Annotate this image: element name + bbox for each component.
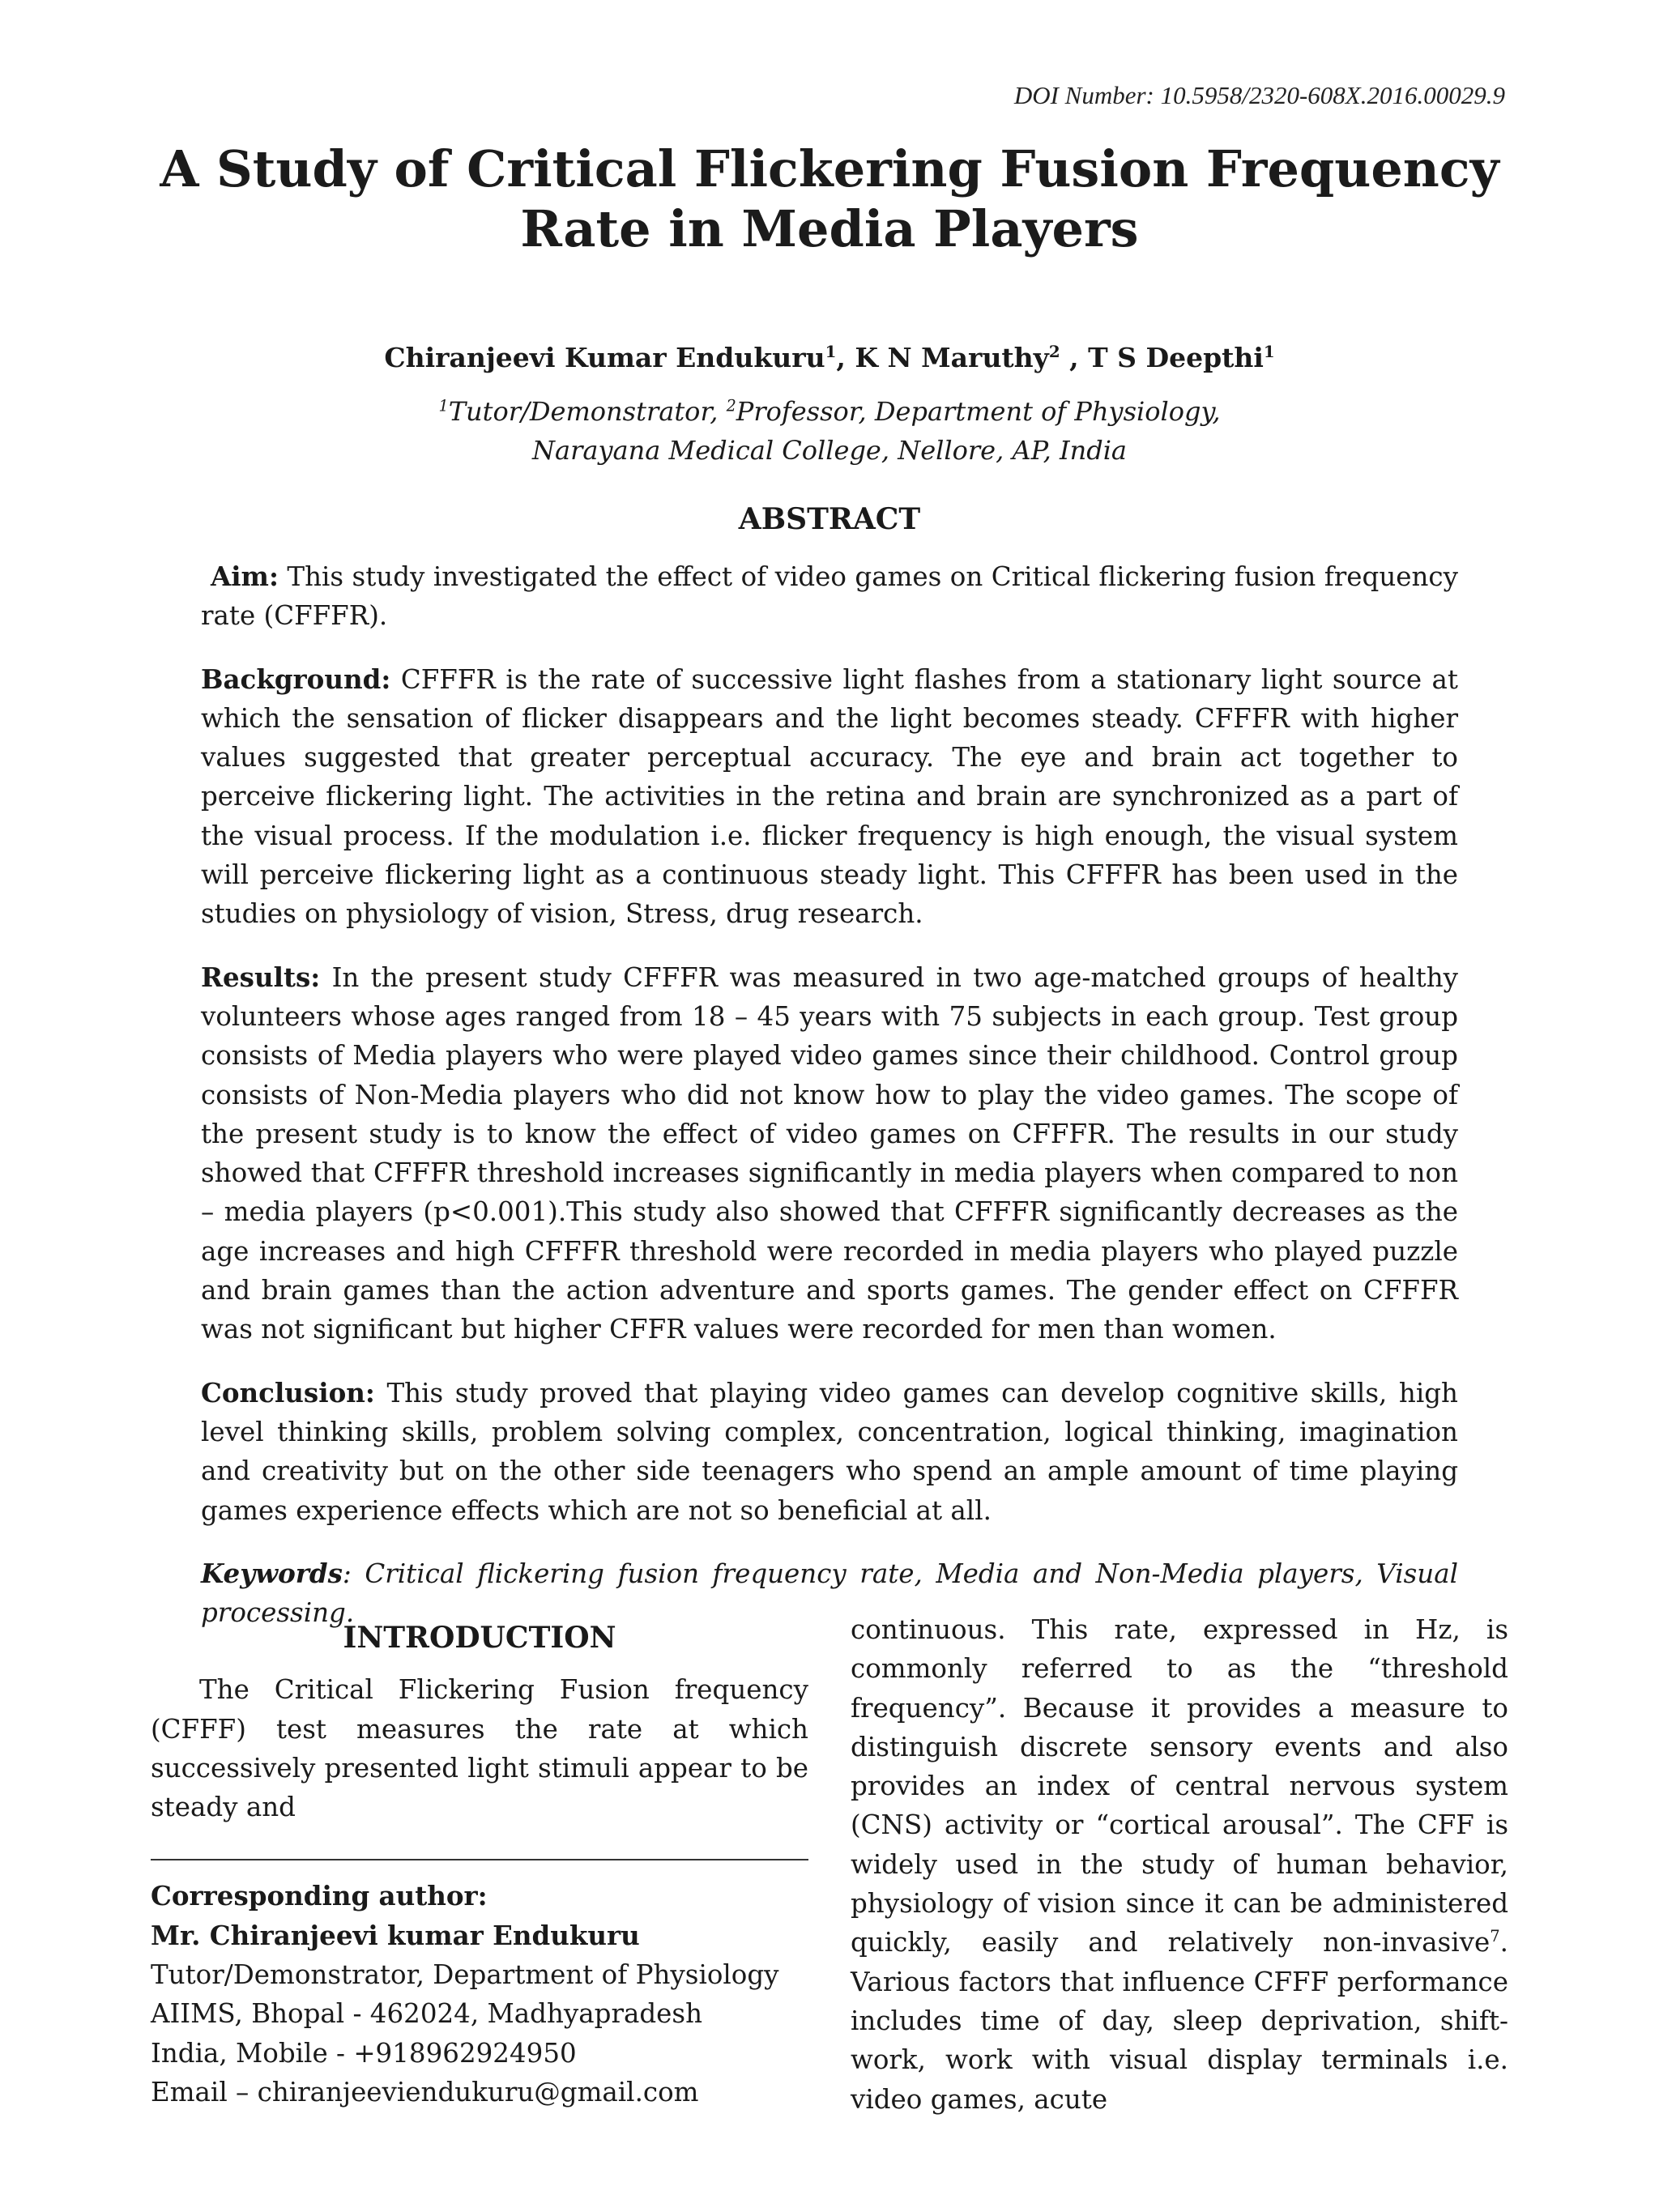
affil-sup-2: 2 [726,396,736,416]
aim-label: Aim: [211,560,279,592]
background-text: CFFFR is the rate of successive light flashes from a stationary light source at which the sensation of flicker disappears and the light becomes steady. CFFFR with higher values suggested that greater perceptual accuracy. The eye and brain act together to perceive flickering light. The activities in the retina and brain are synchronized as a part of the visual process. If the modulation i.e. flicker frequency is high enough, the visual system will perceive flickering light as a continuous steady light. This CFFFR has been used in the studies on physiology of vision, Stress, drug research. [201,663,1458,930]
left-column [151,1618,808,2112]
abstract-conclusion [201,1374,1458,1530]
author-list [146,340,1513,376]
corresponding-line-3: India, Mobile - +918962924950 [151,2037,577,2069]
corresponding-email: Email – chiranjeeviendukuru@gmail.com [151,2076,699,2108]
corresponding-line-1: Tutor/Demonstrator, Department of Physiology [151,1959,779,1991]
keywords-label: Keywords [201,1557,343,1589]
affil-role-1: Tutor/Demonstrator, [448,396,727,427]
author-1: Chiranjeevi Kumar Endukuru [384,342,825,373]
affiliation [146,392,1513,470]
results-text: In the present study CFFFR was measured in two age-matched groups of healthy volunteers whose ages ranged from 18 – 45 years with 75 subjects in each group. Test group consists of Media players who were played video games since their childhood. Control group consists of Non-Media players who did not know how to play the video games. The scope of the present study is to know the effect of video games on CFFFR. The results in our study showed that CFFFR threshold increases significantly in media players when compared to non – media players (p<0.001).This study also showed that CFFFR significantly decreases as the age increases and high CFFFR threshold were recorded in media players who played puzzle and brain games than the action adventure and sports games. The gender effect on CFFFR was not significant but higher CFFR values were recorded for men than women. [201,961,1458,1345]
right-column [851,1610,1508,2119]
introduction-paragraph: The Critical Flickering Fusion frequency (CFFF) test measures the rate at which successively presented light stimuli appear to be steady and [151,1674,808,1823]
reference-sup: 7 [1490,1927,1500,1946]
affiliation-line-1 [146,392,1513,431]
author-1-sup: 1 [825,342,837,361]
author-2: , K N Maruthy [836,342,1049,373]
abstract-results [201,958,1458,1349]
introduction-heading: INTRODUCTION [343,1621,616,1655]
author-2-sup: 2 [1048,342,1060,361]
abstract-heading: ABSTRACT [738,502,921,536]
corresponding-author-block [151,1877,808,2112]
author-3: , T S Deepthi [1060,342,1264,373]
title-line-1: A Study of Critical Flickering Fusion Frequency [160,139,1499,198]
title-line-2: Rate in Media Players [520,199,1139,258]
right-column-paragraph [851,1610,1508,2119]
abstract-background [201,660,1458,934]
aim-text: This study investigated the effect of video games on Critical flickering fusion frequency rate (CFFFR). [201,561,1458,632]
affil-role-2: Professor, Department of Physiology, [736,396,1221,427]
right-text-b: . Various factors that influence CFFF performance includes time of day, sleep deprivation, shift-work, work with visual display terminals i.e. video games, acute [851,1927,1508,2115]
author-3-sup: 1 [1263,342,1275,361]
corresponding-label: Corresponding author: [151,1880,488,1912]
doi-number: DOI Number: 10.5958/2320-608X.2016.00029.9 [1013,81,1505,109]
corresponding-line-2: AIIMS, Bhopal - 462024, Madhyapradesh [151,1998,703,2030]
abstract-aim [201,557,1458,636]
conclusion-label: Conclusion: [201,1376,375,1409]
keywords-text: : Critical flickering fusion frequency rate, Media and Non-Media players, Visual processing. [201,1558,1458,1629]
affil-sup-1: 1 [438,396,449,416]
paper-title [146,139,1513,259]
footnote-divider [151,1859,808,1860]
affiliation-line-2: Narayana Medical College, Nellore, AP, India [531,435,1127,466]
conclusion-text: This study proved that playing video games can develop cognitive skills, high level thinking skills, problem solving complex, concentration, logical thinking, imagination and creativity but on the other side teenagers who spend an ample amount of time playing games experience effects which are not so beneficial at all. [201,1377,1458,1526]
results-label: Results: [201,961,321,993]
corresponding-name: Mr. Chiranjeevi kumar Endukuru [151,1919,640,1951]
background-label: Background: [201,663,391,695]
abstract-body [201,557,1458,1656]
right-text-a: continuous. This rate, expressed in Hz, is commonly referred to as the “threshold frequency”. Because it provides a measure to distinguish discrete sensory events and also provides an index of central nervous system (CNS) activity or “cortical arousal”. The CFF is widely used in the study of human behavior, physiology of vision since it can be administered quickly, easily and relatively non-invasive [851,1614,1508,1958]
